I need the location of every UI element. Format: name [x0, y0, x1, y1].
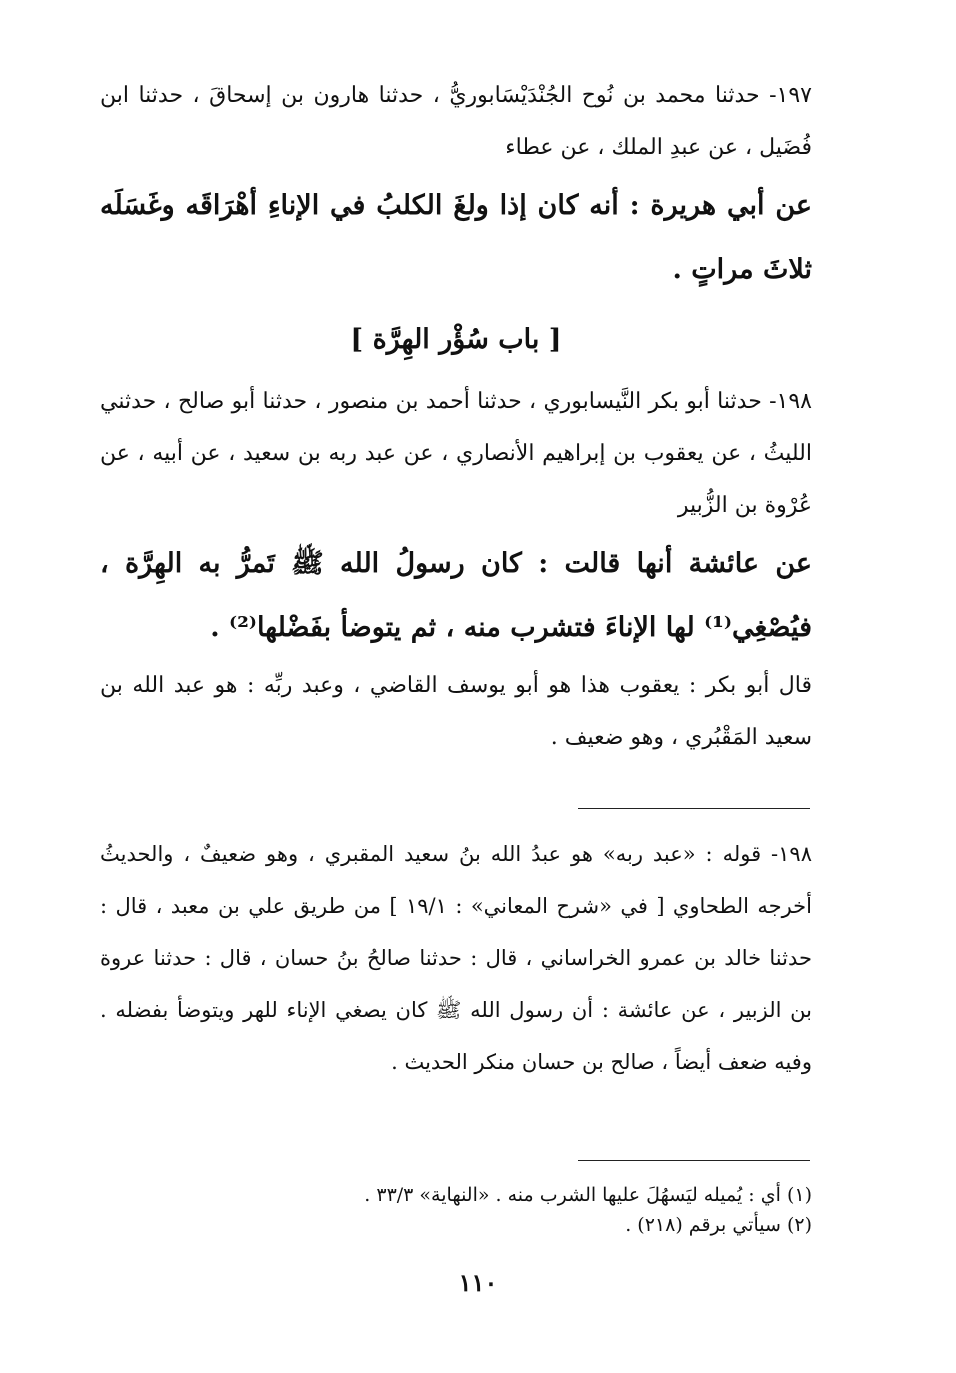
- page-body: [100, 70, 812, 764]
- hadith-198-text: عن عائشة أنها قالت : كان رسولُ الله ﷺ تَمرُّ به الهِرَّة ، فيُصْغِي⁽¹⁾ لها الإناءَ فتشرب منه ، ثم يتوضأ بفَضْلها⁽²⁾ .: [100, 548, 812, 643]
- section-divider: [578, 808, 810, 809]
- hadith-198-comment: قال أبو بكر : يعقوب هذا هو أبو يوسف القاضي ، وعبد ربِّه : هو عبد الله بن سعيد المَقْبُري ، وهو ضعيف .: [100, 673, 812, 750]
- hadith-198-isnad: ١٩٨- حدثنا أبو بكر النَّيسابوري ، حدثنا أحمد بن منصور ، حدثنا أبو صالح ، حدثني الليثُ ، عن يعقوب بن إبراهيم الأنصاري ، عن عبد ربه بن سعيد ، عن أبيه ، عن عُرْوة بن الزُّبير: [100, 389, 812, 518]
- footnote-divider: [578, 1160, 810, 1161]
- commentary-198: ١٩٨- قوله : «عبد ربه» هو عبدُ الله بنُ سعيد المقبري ، وهو ضعيفٌ ، والحديثُ أخرجه الطحاوي [ في «شرح المعاني» : ١٩/١ ] من طريق علي بن معبد ، قال : حدثنا خالد بن عمرو الخراساني ، قال : حدثنا صالحُ بنُ حسان ، قال : حدثنا عروة بن الزبير ، عن عائشة : أن رسول الله ﷺ كان يصغي الإناء للهر ويتوضأ بفضله . وفيه ضعف أيضاً ، صالح بن حسان منكر الحديث .: [100, 842, 812, 1074]
- hadith-197-isnad: ١٩٧- حدثنا محمد بن نُوح الجُنْدَيْسَابوريُّ ، حدثنا هارون بن إسحاقَ ، حدثنا ابن فُضَيل ، عن عبدِ الملك ، عن عطاء: [100, 83, 812, 160]
- footnote-2: (٢) سيأتي برقم (٢١٨) .: [625, 1214, 812, 1236]
- chapter-title: [ باب سُؤْر الهِرَّة ]: [350, 324, 562, 355]
- hadith-197-text: عن أبي هريرة : أنه كان إذا ولغَ الكلبُ في الإناءِ أهْرَاقَه وغَسَلَه ثلاثَ مراتٍ .: [100, 190, 812, 285]
- footnotes: [100, 1180, 812, 1240]
- footnote-1: (١) أي : يُميله ليَسهُلَ عليها الشرب منه . «النهاية» ٣٣/٣ .: [364, 1184, 812, 1206]
- commentary-block: [100, 828, 812, 1088]
- page-number: ١١٠: [458, 1268, 498, 1297]
